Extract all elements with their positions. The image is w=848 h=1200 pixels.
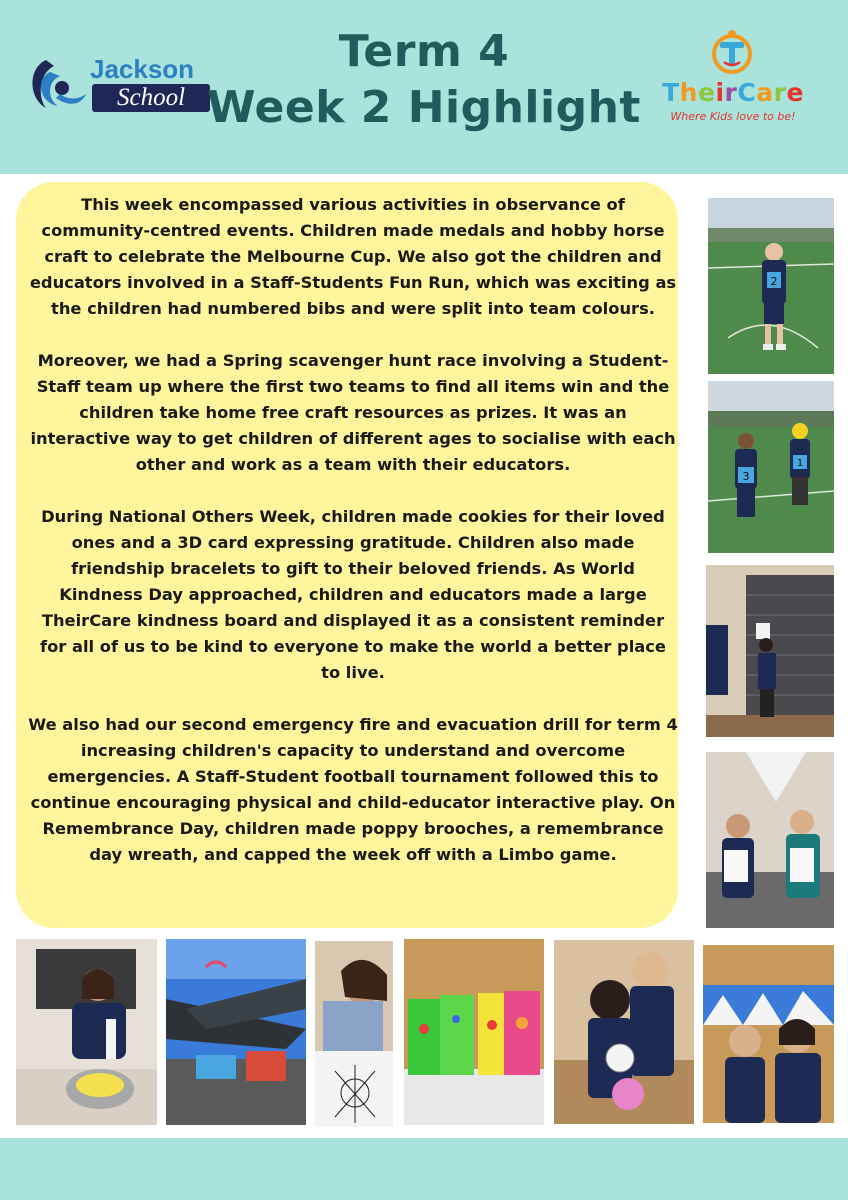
school-logo-word: School xyxy=(92,84,210,112)
theircare-tagline: Where Kids love to be! xyxy=(670,110,796,123)
theircare-letter: r xyxy=(773,78,787,107)
theircare-emblem-icon xyxy=(708,28,756,76)
photo-friendship-craft xyxy=(554,940,694,1124)
paragraph-melbourne-cup: This week encompassed various activities in observance of community-centred events. Children made medals and hobby horse craft to celebrate the Melbourne Cup. We also got the children and educators involved in a Staff-Students Fun Run, which was exciting as the children had numbered bibs and were split into team colours. xyxy=(29,195,677,318)
theircare-letter: a xyxy=(756,78,774,107)
theircare-letter: e xyxy=(786,78,804,107)
jackson-school-logo xyxy=(26,54,216,118)
page-title xyxy=(200,24,648,136)
theircare-wordmark xyxy=(662,78,804,107)
photo-girls-worksheets xyxy=(706,752,834,928)
theircare-letter: C xyxy=(737,78,757,107)
footer-band xyxy=(0,1138,848,1200)
title-line-term: Term 4 xyxy=(338,26,510,77)
theircare-letter: e xyxy=(697,78,716,107)
photo-fun-run-pair xyxy=(708,381,834,553)
theircare-letter: h xyxy=(679,78,698,107)
bib-number-3: 3 xyxy=(742,470,750,483)
bib-number-one: 1 xyxy=(796,458,804,469)
theircare-letter: r xyxy=(724,78,738,107)
theircare-logo xyxy=(648,28,818,138)
paragraph-fire-drill: We also had our second emergency fire and evacuation drill for term 4 increasing children's capacity to understand and overcome emergencies. A Staff-Student football tournament followed this to continue encouraging physical and child-educator interactive play. On Remembrance Day, children made poppy brooches, a remembrance day wreath, and capped the week off with a Limbo game. xyxy=(28,715,678,864)
theircare-name xyxy=(648,78,818,108)
title-line-week: Week 2 Highlight xyxy=(207,82,641,133)
photo-limbo-girls xyxy=(703,945,834,1123)
photo-drawing-craft xyxy=(315,941,393,1127)
theircare-letter: T xyxy=(662,78,680,107)
jackson-logo-word: Jackson xyxy=(90,54,195,84)
paragraph-scavenger-hunt: Moreover, we had a Spring scavenger hunt race involving a Student-Staff team up where the first two teams to find all items win and the children take home free craft resources as prizes. It was an interactive way to get children of different ages to socialise with each other and work as a team with their educators. xyxy=(30,351,676,474)
photo-scavenger-wall xyxy=(706,565,834,737)
photo-3d-cards xyxy=(404,939,544,1125)
photo-fun-run-boy xyxy=(708,198,834,374)
paragraph-others-week: During National Others Week, children made cookies for their loved ones and a 3D card expressing gratitude. Children also made friendship bracelets to gift to their beloved friends. As World Kindness Day approached, children and educators made a large TheirCare kindness board and displayed it as a consistent reminder for all of us to be kind to everyone to make the world a better place to live. xyxy=(40,507,666,682)
highlight-text xyxy=(28,192,678,894)
photo-playground-shade xyxy=(166,939,306,1125)
photo-cookie-baking xyxy=(16,939,157,1125)
jackson-swirl-icon xyxy=(26,54,88,118)
bib-number-1: 2 xyxy=(770,275,778,288)
theircare-letter: i xyxy=(715,78,725,107)
